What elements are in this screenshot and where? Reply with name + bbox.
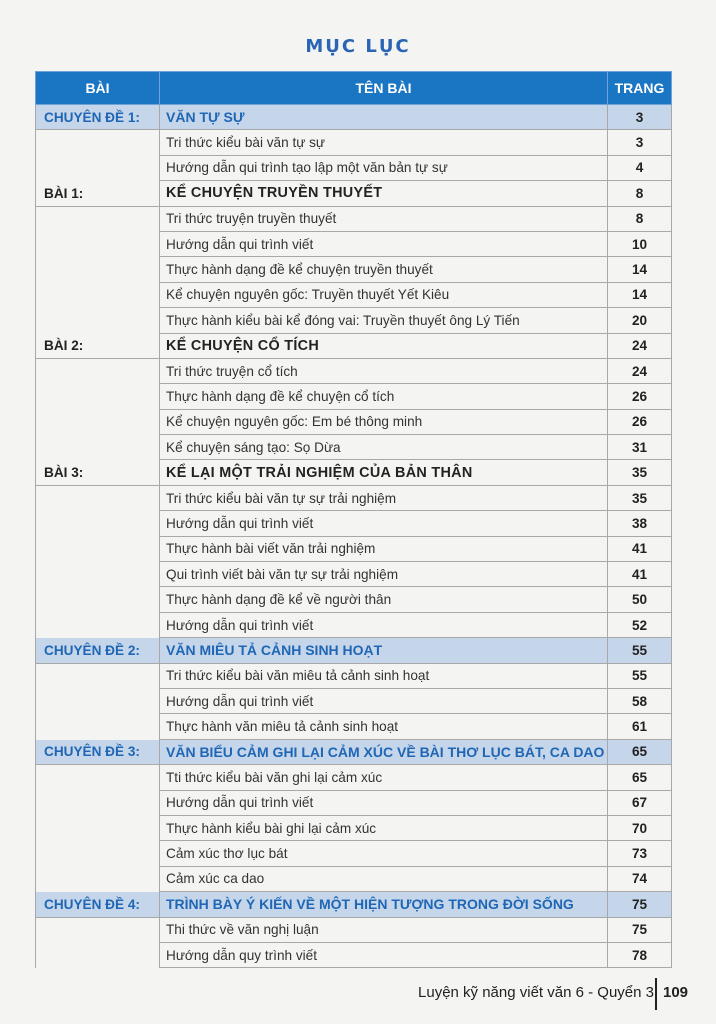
toc-lesson-cell <box>36 866 160 891</box>
toc-page-cell: 24 <box>608 333 672 358</box>
toc-page-cell: 52 <box>608 612 672 637</box>
toc-lesson-cell <box>36 435 160 460</box>
toc-row-item <box>36 435 672 460</box>
toc-page-cell: 8 <box>608 181 672 206</box>
toc-title-cell: Kể chuyện nguyên gốc: Em bé thông minh <box>160 409 608 434</box>
toc-lesson-cell: BÀI 1: <box>36 181 160 206</box>
toc-row-chuyende <box>36 892 672 917</box>
toc-page-cell: 74 <box>608 866 672 891</box>
toc-title-cell: VĂN TỰ SỰ <box>160 105 608 130</box>
toc-title-cell: Kể chuyện nguyên gốc: Truyền thuyết Yết Kiêu <box>160 282 608 307</box>
toc-title-cell: Kể chuyện sáng tạo: Sọ Dừa <box>160 435 608 460</box>
toc-title-cell: Hướng dẫn qui trình viết <box>160 790 608 815</box>
toc-page-cell: 65 <box>608 739 672 764</box>
toc-page-cell: 24 <box>608 358 672 383</box>
toc-title-cell: Thi thức về văn nghị luận <box>160 917 608 942</box>
toc-title-cell: VĂN MIÊU TẢ CẢNH SINH HOẠT <box>160 638 608 663</box>
toc-page-cell: 3 <box>608 130 672 155</box>
toc-title-cell: KỂ LẠI MỘT TRẢI NGHIỆM CỦA BẢN THÂN <box>160 460 608 485</box>
toc-row-item <box>36 612 672 637</box>
header-page: TRANG <box>608 72 672 105</box>
toc-page-cell: 26 <box>608 384 672 409</box>
toc-page-cell: 20 <box>608 308 672 333</box>
toc-lesson-cell <box>36 663 160 688</box>
toc-lesson-cell <box>36 409 160 434</box>
toc-row-item <box>36 231 672 256</box>
toc-row-chuyende <box>36 105 672 130</box>
toc-lesson-cell <box>36 536 160 561</box>
toc-title-cell: Hướng dẫn qui trình viết <box>160 511 608 536</box>
toc-title-cell: Hướng dẫn qui trình viết <box>160 231 608 256</box>
toc-page-cell: 3 <box>608 105 672 130</box>
toc-page-cell: 41 <box>608 536 672 561</box>
toc-lesson-cell <box>36 917 160 942</box>
footer-divider <box>655 978 657 1010</box>
toc-lesson-cell: CHUYÊN ĐỀ 2: <box>36 638 160 663</box>
toc-lesson-cell <box>36 942 160 967</box>
toc-title-cell: Thực hành kiểu bài kể đóng vai: Truyền thuyết ông Lý Tiến <box>160 308 608 333</box>
toc-page-cell: 41 <box>608 562 672 587</box>
toc-title-cell: TRÌNH BÀY Ý KIẾN VỀ MỘT HIỆN TƯỢNG TRONG ĐỜI SỐNG <box>160 892 608 917</box>
toc-page-cell: 14 <box>608 257 672 282</box>
toc-row-item <box>36 206 672 231</box>
toc-row-item <box>36 130 672 155</box>
toc-row-item <box>36 663 672 688</box>
toc-page-cell: 61 <box>608 714 672 739</box>
toc-row-item <box>36 866 672 891</box>
toc-lesson-cell <box>36 308 160 333</box>
toc-row-item <box>36 942 672 967</box>
toc-page-cell: 67 <box>608 790 672 815</box>
toc-row-lesson <box>36 333 672 358</box>
toc-lesson-cell: CHUYÊN ĐỀ 1: <box>36 105 160 130</box>
toc-title-cell: Tti thức kiểu bài văn ghi lại cảm xúc <box>160 765 608 790</box>
toc-page-cell: 55 <box>608 638 672 663</box>
toc-title-cell: Hướng dẫn qui trình viết <box>160 688 608 713</box>
toc-title-cell: KỂ CHUYỆN TRUYỀN THUYẾT <box>160 181 608 206</box>
toc-title-cell: Hướng dẫn quy trình viết <box>160 942 608 967</box>
toc-row-lesson <box>36 181 672 206</box>
toc-lesson-cell: CHUYÊN ĐỀ 3: <box>36 739 160 764</box>
toc-title-cell: Tri thức truyện cổ tích <box>160 358 608 383</box>
toc-row-lesson <box>36 460 672 485</box>
toc-title-cell: Hướng dẫn qui trình viết <box>160 612 608 637</box>
toc-row-item <box>36 765 672 790</box>
toc-page-cell: 26 <box>608 409 672 434</box>
toc-title-cell: KỂ CHUYỆN CỔ TÍCH <box>160 333 608 358</box>
toc-lesson-cell <box>36 612 160 637</box>
toc-lesson-cell <box>36 841 160 866</box>
toc-title-cell: Tri thức truyện truyền thuyết <box>160 206 608 231</box>
toc-page-cell: 58 <box>608 688 672 713</box>
toc-row-item <box>36 511 672 536</box>
toc-page-cell: 35 <box>608 485 672 510</box>
toc-title-cell: Thực hành bài viết văn trải nghiệm <box>160 536 608 561</box>
toc-lesson-cell <box>36 155 160 180</box>
toc-title-cell: Tri thức kiểu bài văn tự sự <box>160 130 608 155</box>
toc-row-item <box>36 384 672 409</box>
toc-title-cell: Thực hành dạng đề kể về người thân <box>160 587 608 612</box>
toc-page-cell: 31 <box>608 435 672 460</box>
toc-header-row <box>36 72 672 105</box>
toc-row-item <box>36 282 672 307</box>
toc-lesson-cell <box>36 790 160 815</box>
header-lesson: BÀI <box>36 72 160 105</box>
toc-page-cell: 14 <box>608 282 672 307</box>
toc-row-item <box>36 917 672 942</box>
toc-lesson-cell <box>36 206 160 231</box>
toc-title-cell: Thực hành văn miêu tả cảnh sinh hoạt <box>160 714 608 739</box>
toc-title-cell: VĂN BIỂU CẢM GHI LẠI CẢM XÚC VỀ BÀI THƠ LỤC BÁT, CA DAO <box>160 739 608 764</box>
toc-lesson-cell: BÀI 3: <box>36 460 160 485</box>
header-title: TÊN BÀI <box>160 72 608 105</box>
toc-table <box>35 71 672 968</box>
toc-lesson-cell: CHUYÊN ĐỀ 4: <box>36 892 160 917</box>
toc-page-cell: 50 <box>608 587 672 612</box>
toc-lesson-cell <box>36 282 160 307</box>
toc-page-cell: 75 <box>608 892 672 917</box>
toc-title-cell: Cảm xúc thơ lục bát <box>160 841 608 866</box>
toc-page-cell: 78 <box>608 942 672 967</box>
toc-title-cell: Tri thức kiểu bài văn miêu tả cảnh sinh hoạt <box>160 663 608 688</box>
toc-lesson-cell <box>36 257 160 282</box>
toc-row-item <box>36 257 672 282</box>
toc-page-cell: 8 <box>608 206 672 231</box>
toc-row-item <box>36 714 672 739</box>
toc-row-item <box>36 485 672 510</box>
toc-title-cell: Tri thức kiểu bài văn tự sự trải nghiệm <box>160 485 608 510</box>
toc-row-chuyende <box>36 638 672 663</box>
toc-row-item <box>36 409 672 434</box>
toc-page-cell: 55 <box>608 663 672 688</box>
toc-lesson-cell <box>36 765 160 790</box>
toc-lesson-cell <box>36 231 160 256</box>
page-title: MỤC LỤC <box>305 36 411 57</box>
toc-title-cell: Thực hành dạng đề kể chuyện truyền thuyết <box>160 257 608 282</box>
toc-title-cell: Hướng dẫn qui trình tạo lập một văn bản tự sự <box>160 155 608 180</box>
toc-lesson-cell <box>36 587 160 612</box>
toc-page-cell: 65 <box>608 765 672 790</box>
toc-title-cell: Qui trình viết bài văn tự sự trải nghiệm <box>160 562 608 587</box>
toc-page-cell: 35 <box>608 460 672 485</box>
toc-row-item <box>36 562 672 587</box>
toc-lesson-cell <box>36 358 160 383</box>
toc-lesson-cell <box>36 130 160 155</box>
toc-page-cell: 10 <box>608 231 672 256</box>
toc-lesson-cell <box>36 485 160 510</box>
toc-page-cell: 4 <box>608 155 672 180</box>
toc-page-cell: 38 <box>608 511 672 536</box>
footer-book-title: Luyện kỹ năng viết văn 6 - Quyển 3 <box>418 984 654 1001</box>
toc-lesson-cell <box>36 511 160 536</box>
toc-row-item <box>36 358 672 383</box>
toc-lesson-cell <box>36 384 160 409</box>
toc-page-cell: 73 <box>608 841 672 866</box>
page-number: 109 <box>663 984 689 1001</box>
toc-row-item <box>36 587 672 612</box>
toc-row-item <box>36 688 672 713</box>
toc-row-item <box>36 155 672 180</box>
toc-lesson-cell: BÀI 2: <box>36 333 160 358</box>
toc-row-item <box>36 841 672 866</box>
toc-page-cell: 70 <box>608 815 672 840</box>
toc-lesson-cell <box>36 562 160 587</box>
toc-lesson-cell <box>36 815 160 840</box>
toc-lesson-cell <box>36 714 160 739</box>
toc-row-item <box>36 790 672 815</box>
toc-lesson-cell <box>36 688 160 713</box>
toc-row-item <box>36 536 672 561</box>
toc-row-item <box>36 815 672 840</box>
toc-title-cell: Cảm xúc ca dao <box>160 866 608 891</box>
toc-title-cell: Thực hành kiểu bài ghi lại cảm xúc <box>160 815 608 840</box>
toc-row-item <box>36 308 672 333</box>
toc-page-cell: 75 <box>608 917 672 942</box>
toc-title-cell: Thực hành dạng đề kể chuyện cổ tích <box>160 384 608 409</box>
toc-row-chuyende <box>36 739 672 764</box>
